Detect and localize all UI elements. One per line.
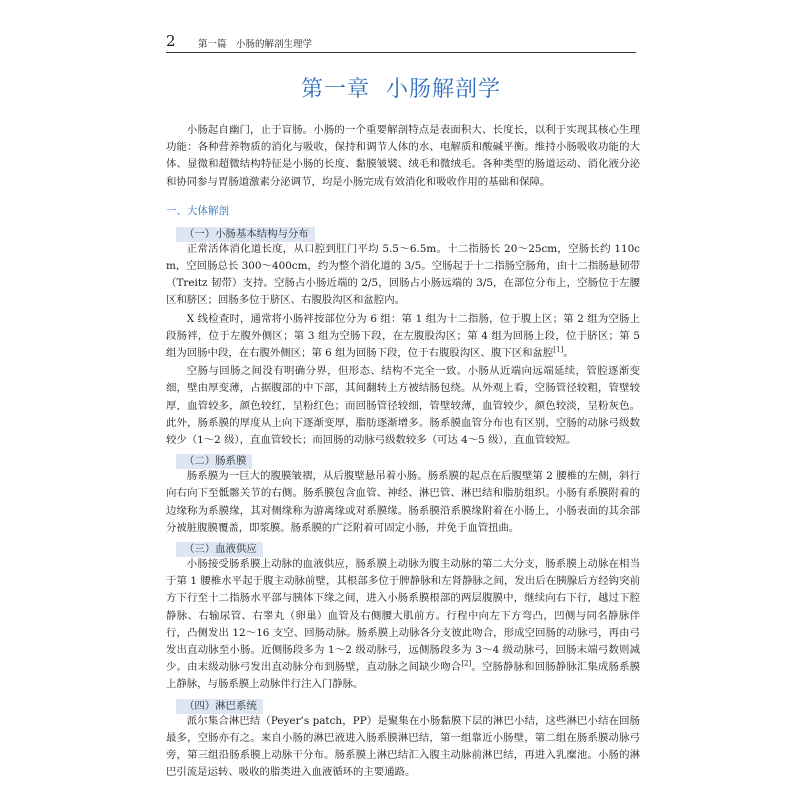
paragraph-lymphatic: 派尔集合淋巴结（Peyer’s patch，PP）是聚集在小肠黏膜下层的淋巴小结，这些淋巴小结在回肠最多，空肠亦有之。来自小肠的淋巴液进入肠系膜淋巴结，第一组靠近小肠壁，第二组在肠系膜动脉弓旁，第三组沿肠系膜上动脉干分布。肠系膜上淋巴结汇入腹主动脉前淋巴结，再进入乳糜池。小肠的淋巴引流是运转、吸收的脂类进入血液循环的主要通路。 bbox=[166, 714, 640, 779]
paragraph-xray-groups bbox=[166, 311, 640, 363]
page-body bbox=[166, 122, 640, 782]
paragraph-xray-text: X 线检查时，通常将小肠袢按部位分为 6 组：第 1 组为十二指肠，位于腹上区；第 2 组为空肠上段肠袢，位于左腹外侧区；第 3 组为空肠下段，在左腹股沟区；第 4 组为回肠上段，位于脐区；第 5 组为回肠中段，在右腹外侧区；第 6 组为回肠下段，位于右腹股沟区、腹下区和盆腔 bbox=[166, 312, 640, 360]
running-title: 第一篇 小肠的解剖生理学 bbox=[198, 39, 313, 50]
subsection-heading-lymphatic: （四）淋巴系统 bbox=[176, 699, 263, 714]
paragraph-blood-supply bbox=[166, 556, 640, 694]
subsection-heading-mesentery: （二）肠系膜 bbox=[176, 454, 252, 469]
citation-1: [1] bbox=[553, 345, 564, 354]
paragraph-blood-supply-b: 。空肠静脉和回肠静脉汇集成肠系膜上静脉，与肠系膜上动脉伴行注入门静脉。 bbox=[166, 661, 641, 691]
section-heading: 一、大体解剖 bbox=[166, 204, 229, 217]
citation-1-tail: 。 bbox=[563, 347, 574, 360]
intro-paragraph: 小肠起自幽门，止于盲肠。小肠的一个重要解剖特点是表面积大、长度长，以利于实现其核心生理功能：各种营养物质的消化与吸收，保持和调节人体的水、电解质和酸碱平衡。维持小肠吸收功能的大体、显微和超微结构特征是小肠的长度、黏膜皱襞、绒毛和微绒毛。各种类型的肠道运动、消化液分泌和协同参与胃肠道激素分泌调节，均是小肠完成有效消化和吸收作用的基础和保障。 bbox=[166, 124, 640, 188]
subsection-heading-blood-supply: （三）血液供应 bbox=[176, 542, 263, 557]
paragraph-blood-supply-a: 小肠接受肠系膜上动脉的血液供应，肠系膜上动脉为腹主动脉的第二大分支，肠系膜上动脉在相当于第 1 腰椎水平起于腹主动脉前壁，其根部多位于脾静脉和左肾静脉之间，发出后在胰腺后方经钩突前方下行至十二指肠水平部与胰体下缘之间，进入小肠系膜根部的两层腹膜中，继续向右下行，越过下腔静脉、右输尿管、右睾丸（卵巢）血管及右侧腰大肌前方。行程中向左下方弯凸，凹侧与同名静脉伴行，凸侧发出 12～16 支空、回肠动脉。肠系膜上动脉各分支彼此吻合，形成空回肠的动脉弓，再由弓发出直动脉至小肠。近侧肠段多为 1～2 级动脉弓，远侧肠段多为 3～4 级动脉弓，回肠末端弓数则减少。由末级动脉弓发出直动脉分布到肠壁，直动脉之间缺少吻合 bbox=[166, 558, 640, 674]
subsection-heading-structure: （一）小肠基本结构与分布 bbox=[176, 227, 315, 242]
header-rule bbox=[166, 52, 636, 53]
paragraph-length: 正常活体消化道长度，从口腔到肛门平均 5.5～6.5m。十二指肠长 20～25cm，空肠长约 110cm，空回肠总长 300～400cm，约为整个消化道的 3/5。空肠起于十二指肠空肠角，由十二指肠悬韧带（Treitz 韧带）支持。空肠占小肠近端的 2/5，回肠占小肠远端的 3/5，在部位分布上，空肠位于左腰区和脐区；回肠多位于脐区、右腹股沟区和盆腔内。 bbox=[166, 242, 640, 307]
page-header bbox=[166, 34, 636, 52]
chapter-label: 第一章 bbox=[300, 77, 370, 102]
page-number: 2 bbox=[166, 32, 176, 50]
citation-2: [2] bbox=[461, 659, 472, 668]
chapter-title bbox=[166, 72, 636, 103]
chapter-name: 小肠解剖学 bbox=[386, 77, 502, 102]
paragraph-mesentery: 肠系膜为一巨大的腹膜皱褶，从后腹壁悬吊着小肠。肠系膜的起点在后腹壁第 2 腰椎的左侧，斜行向右向下至骶髂关节的右侧。肠系膜包含血管、神经、淋巴管、淋巴结和脂肪组织。小肠有系膜附着的边缘称为系膜缘，其对侧缘称为游离缘或对系膜缘。肠系膜沿系膜缘附着在小肠上，小肠表面的其余部分被脏腹膜覆盖，即浆膜。肠系膜的广泛附着可固定小肠，并免于血管扭曲。 bbox=[166, 470, 640, 534]
paragraph-jejunum-ileum: 空肠与回肠之间没有明确分界，但形态、结构不完全一致。小肠从近端向远端延续，管腔逐渐变细，壁由厚变薄，占据腹部的中下部，其间翻转上方被结肠包绕。从外观上看，空肠管径较粗，管壁较厚，血管较多，颜色较红，呈粉红色；而回肠管径较细，管壁较薄，血管较少，颜色较淡，呈粉灰色。此外，肠系膜的厚度从上向下逐渐变厚，脂肪逐渐增多。肠系膜血管分布也有区别，空肠的动脉弓级数较少（1～2 级），直血管较长；而回肠的动脉弓级数较多（可达 4～5 级），直血管较短。 bbox=[166, 365, 640, 447]
